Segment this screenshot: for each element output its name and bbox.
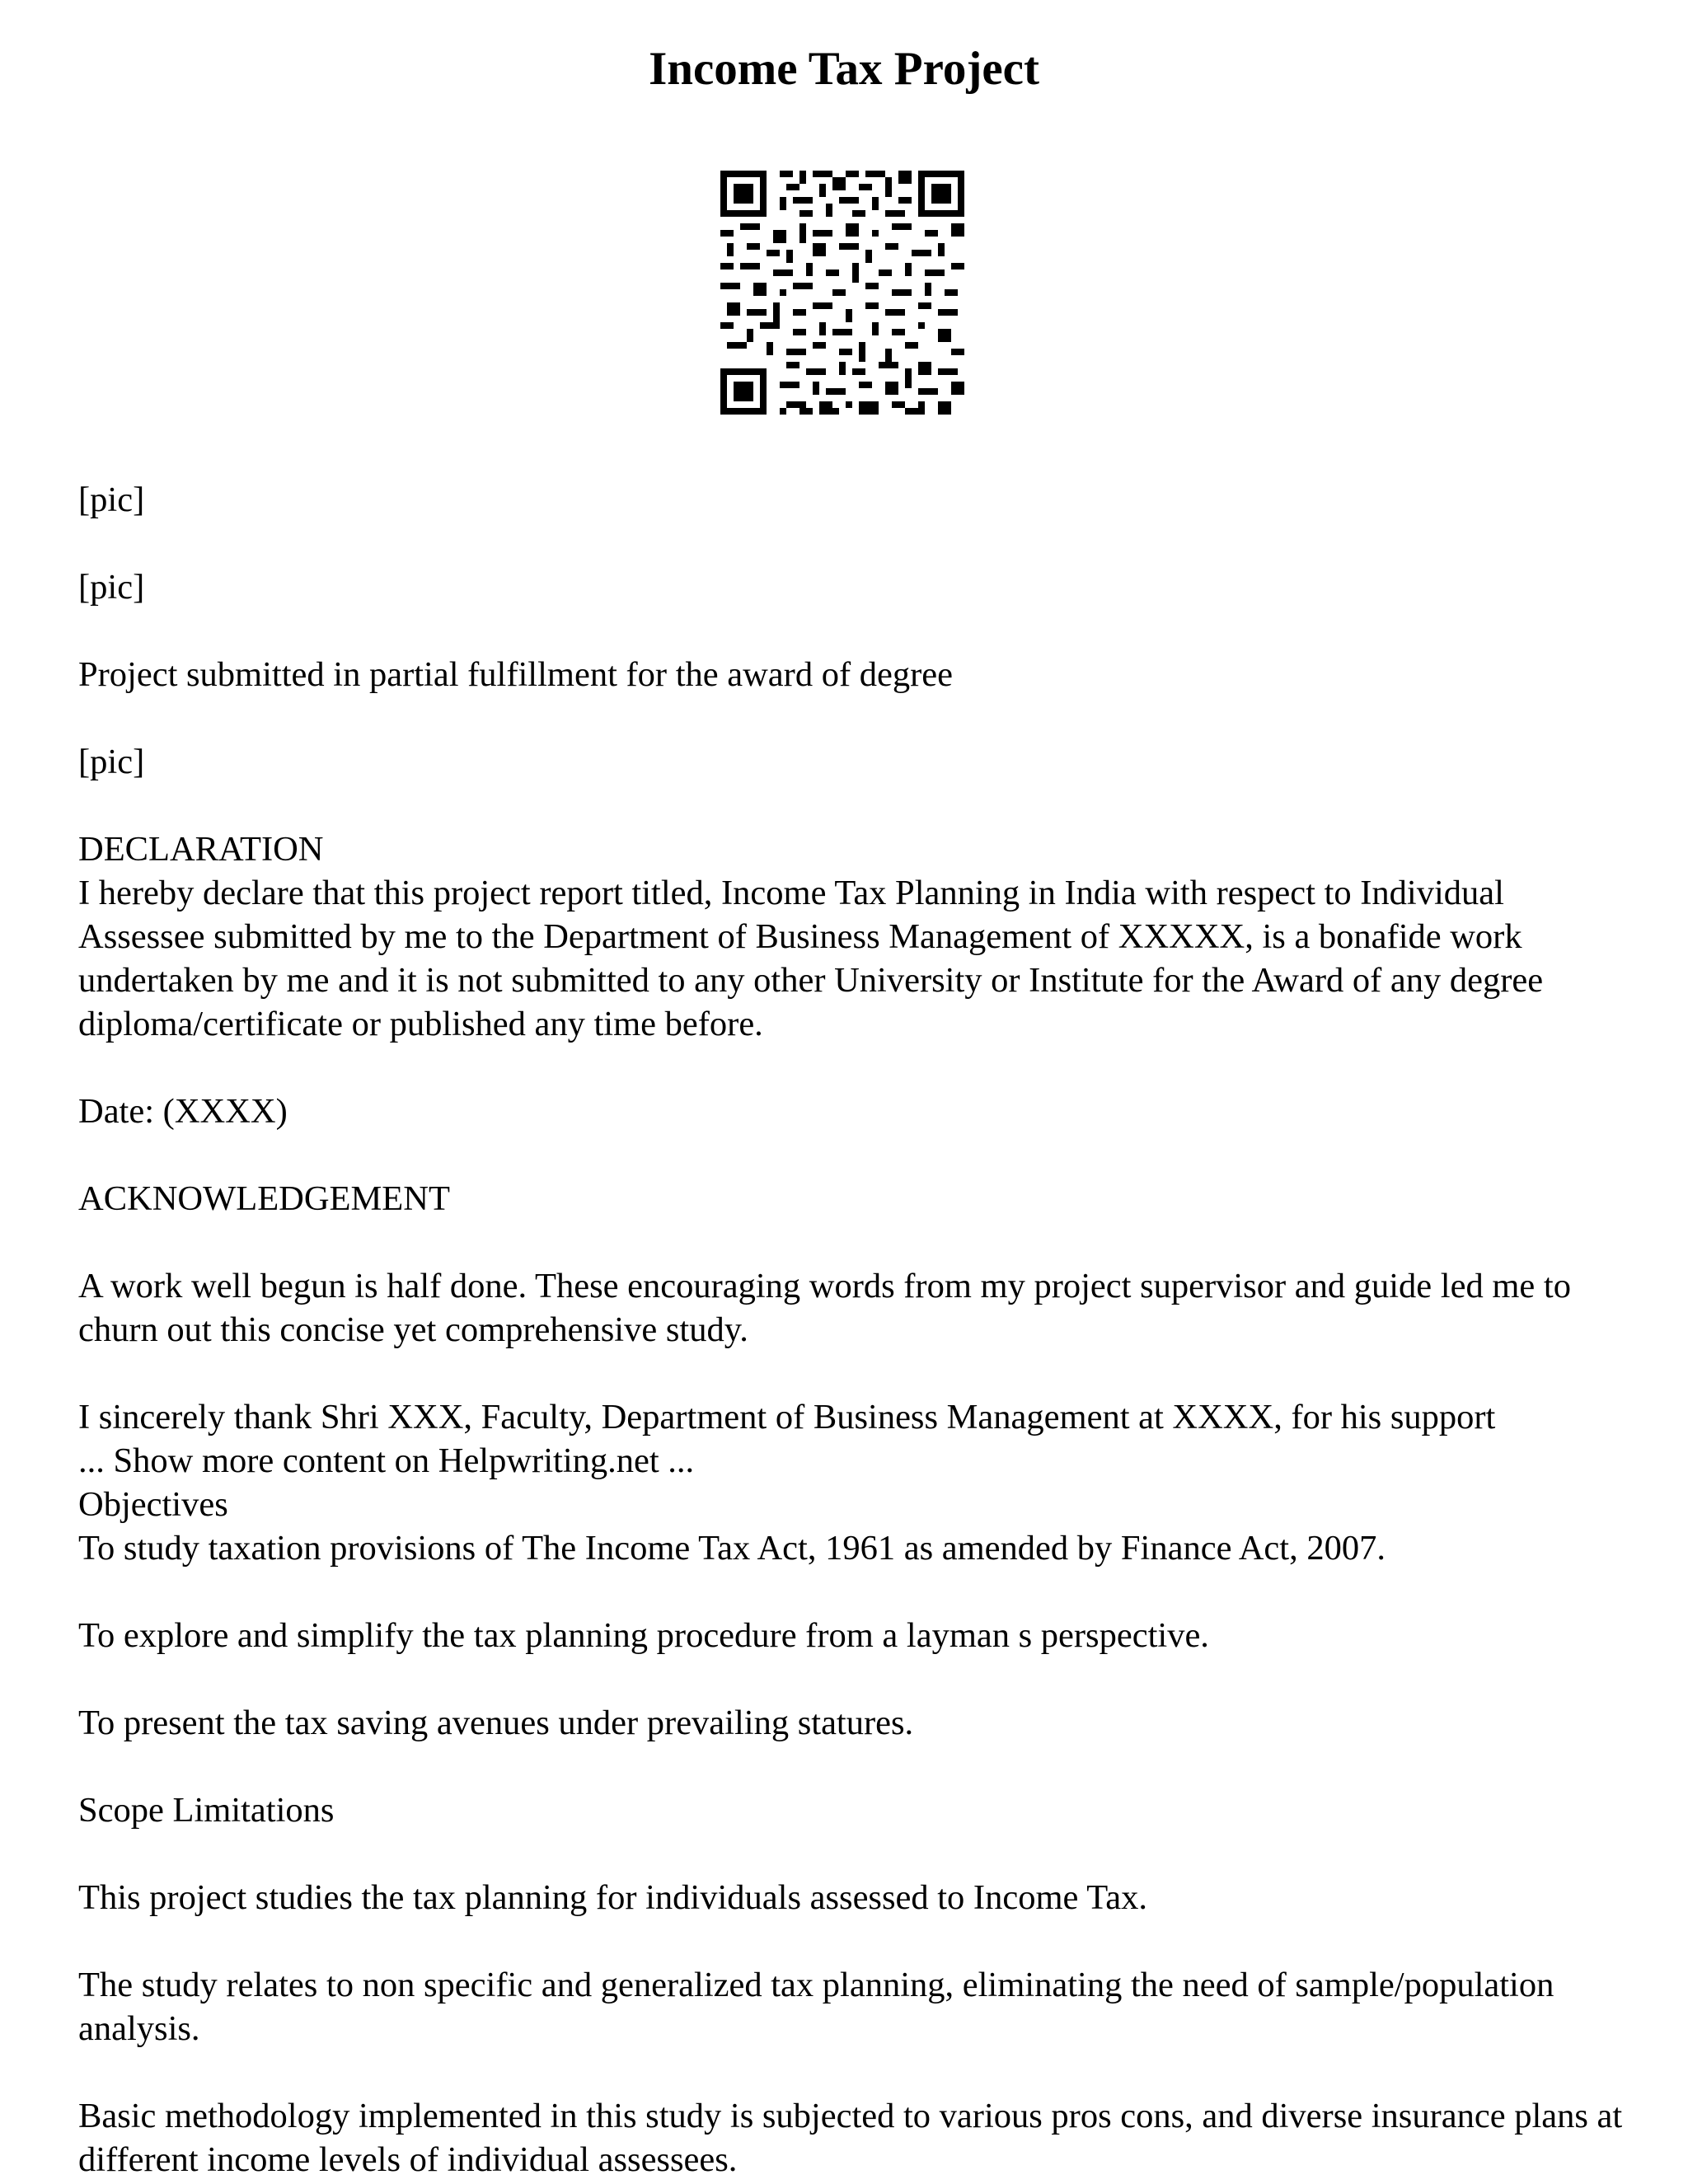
submission-note: Project submitted in partial fulfillment for the award of degree — [78, 655, 953, 694]
document-body — [78, 478, 1628, 2182]
acknowledgement-heading: ACKNOWLEDGEMENT — [78, 1179, 450, 1218]
scope-item: The study relates to non specific and generalized tax planning, eliminating the need of sample/population analysis. — [78, 1966, 1554, 2048]
acknowledgement-text: A work well begun is half done. These encouraging words from my project supervisor and guide led me to churn out this concise yet comprehensive study. — [78, 1267, 1571, 1349]
declaration-heading: DECLARATION — [78, 830, 324, 869]
scope-item: Basic methodology implemented in this study is subjected to various pros cons, and diverse insurance plans at different income levels of individual assessees. — [78, 2097, 1623, 2179]
pic-placeholder: [pic] — [78, 743, 145, 781]
scope-heading: Scope Limitations — [78, 1791, 335, 1830]
document-title: Income Tax Project — [649, 43, 1039, 95]
objective-item: To explore and simplify the tax planning procedure from a layman s perspective. — [78, 1616, 1209, 1655]
objective-item: To present the tax saving avenues under prevailing statures. — [78, 1704, 914, 1742]
show-more-link[interactable]: ... Show more content on Helpwriting.net ... — [78, 1441, 695, 1480]
acknowledgement-thanks: I sincerely thank Shri XXX, Faculty, Department of Business Management at XXXX, for his support — [78, 1398, 1496, 1436]
pic-placeholder: [pic] — [78, 568, 145, 607]
pic-placeholder: [pic] — [78, 480, 145, 519]
declaration-text: I hereby declare that this project report titled, Income Tax Planning in India with respect to Individual Assessee submitted by me to the Department of Business Management of XXXXX, is a bonafide work undertaken by me and it is not submitted to any other University or Institute for the Award of any degree diploma/certificate or published any time before. — [78, 874, 1544, 1043]
objective-item: To study taxation provisions of The Income Tax Act, 1961 as amended by Finance Act, 2007. — [78, 1529, 1386, 1568]
objectives-heading: Objectives — [78, 1485, 228, 1524]
qr-code-icon — [720, 171, 964, 415]
scope-item: This project studies the tax planning for individuals assessed to Income Tax. — [78, 1878, 1147, 1917]
date-line: Date: (XXXX) — [78, 1092, 288, 1131]
